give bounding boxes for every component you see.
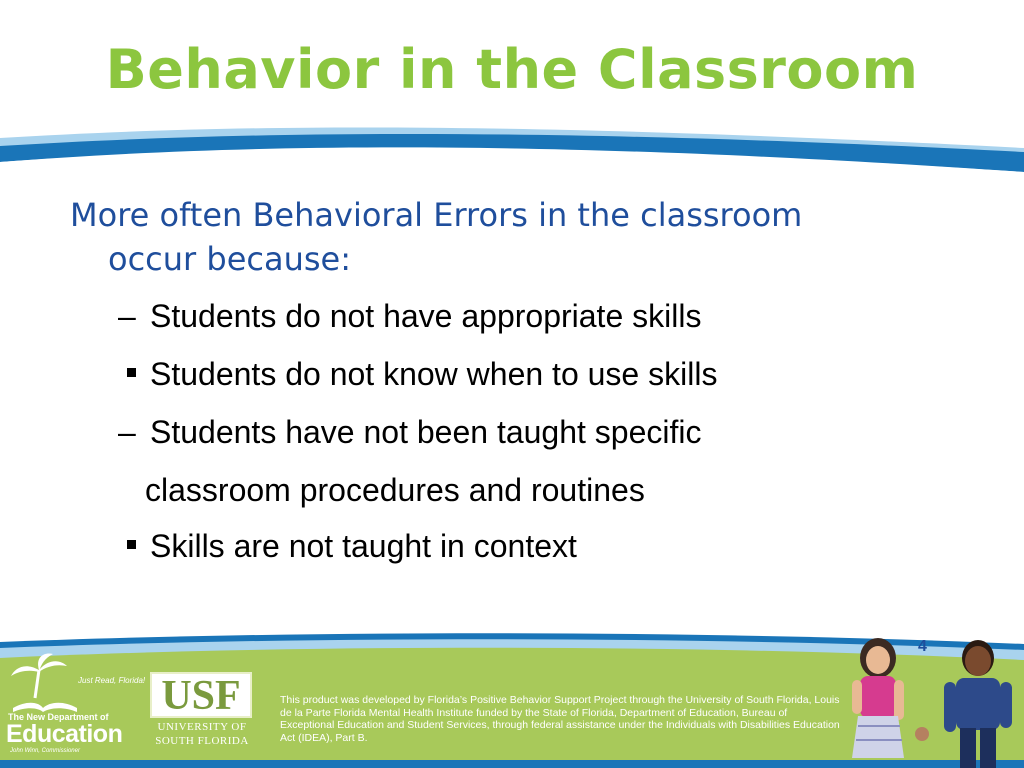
bullet-text: Students have not been taught specific xyxy=(150,414,702,450)
funding-credit-text: This product was developed by Florida’s Positive Behavior Support Project through the University of South Florida, Louis de la Parte Florida Mental Health Institute funded by the State of Florida, Department of Education, Bureau of Exceptional Education and Student Services, through federal assistance under the Individuals with Disabilities Education Act (IDEA), Part B. xyxy=(280,694,840,744)
usf-line-1: UNIVERSITY OF xyxy=(157,721,247,733)
children-illustration xyxy=(838,636,1024,768)
dash-marker: – xyxy=(118,414,136,450)
bullet-item xyxy=(118,414,702,451)
bullet-item xyxy=(118,528,577,565)
square-bullet-icon xyxy=(127,540,136,549)
bullet-text: classroom procedures and routines xyxy=(145,472,645,508)
bullet-text: Skills are not taught in context xyxy=(150,528,577,564)
square-bullet-icon xyxy=(127,368,136,377)
bullet-item xyxy=(118,298,701,335)
bullet-text: Students do not have appropriate skills xyxy=(150,298,702,334)
lead-paragraph xyxy=(70,193,970,281)
header-swoosh xyxy=(0,118,1024,178)
dash-marker: – xyxy=(118,298,136,334)
usf-line-2: SOUTH FLORIDA xyxy=(155,735,249,747)
bullet-item-continuation xyxy=(145,472,645,509)
doe-department-text: The New Department of xyxy=(8,712,109,722)
lead-line-2: occur because: xyxy=(108,240,351,278)
usf-logo: USF xyxy=(150,672,252,718)
bullet-item xyxy=(118,356,717,393)
slide-title: Behavior in the Classroom xyxy=(105,38,919,101)
doe-education-text: Education xyxy=(6,720,123,748)
lead-line-1: More often Behavioral Errors in the classroom xyxy=(70,196,803,234)
just-read-florida-text: Just Read, Florida! xyxy=(78,676,146,685)
doe-commissioner-text: John Winn, Commissioner xyxy=(10,748,80,754)
page-number: 4 xyxy=(918,638,927,655)
bullet-text: Students do not know when to use skills xyxy=(150,356,718,392)
